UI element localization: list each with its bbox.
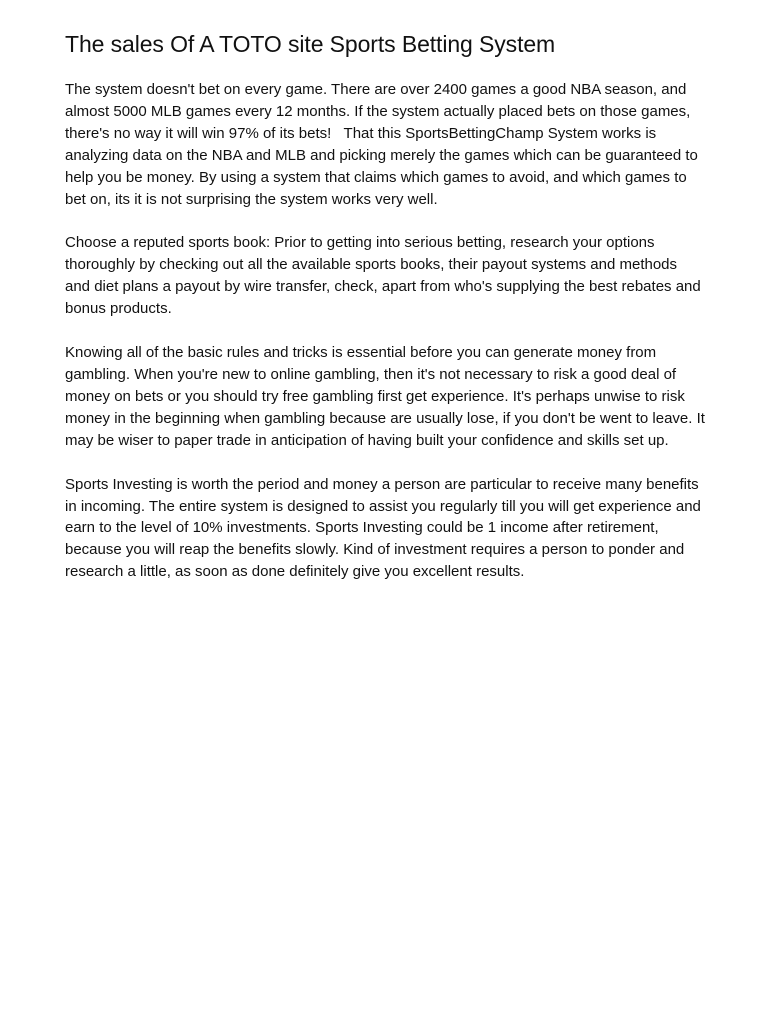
document-body (65, 79, 710, 583)
paragraph-1: The system doesn't bet on every game. There are over 2400 games a good NBA season, and almost 5000 MLB games every 12 months. If the system actually placed bets on those games, there's no way it will win 97% of its bets! That this SportsBettingChamp System works is analyzing data on the NBA and MLB and picking merely the games which can be guaranteed to help you be money. By using a system that claims which games to avoid, and which games to bet on, its it is not surprising the system works very well. (65, 81, 703, 208)
document-title: The sales Of A TOTO site Sports Betting System (65, 31, 556, 57)
document-page (65, 29, 710, 605)
paragraph-2: Choose a reputed sports book: Prior to getting into serious betting, research your options thoroughly by checking out all the available sports books, their payout systems and methods and diet plans a payout by wire transfer, check, apart from who's supplying the best rebates and bonus products. (65, 234, 705, 318)
paragraph-3: Knowing all of the basic rules and tricks is essential before you can generate money from gambling. When you're new to online gambling, then it's not necessary to risk a good deal of money on bets or you should try free gambling first get experience. It's perhaps unwise to risk money in the beginning when gambling because are usually lose, if you don't be went to leave. It may be wiser to paper trade in anticipation of having built your confidence and skills set up. (65, 344, 710, 449)
paragraph-4: Sports Investing is worth the period and money a person are particular to receive many benefits in incoming. The entire system is designed to assist you regularly till you will get experience and earn to the level of 10% investments. Sports Investing could be 1 income after retirement, because you will reap the benefits slowly. Kind of investment requires a person to ponder and research a little, as soon as done definitely give you excellent results. (65, 475, 706, 581)
